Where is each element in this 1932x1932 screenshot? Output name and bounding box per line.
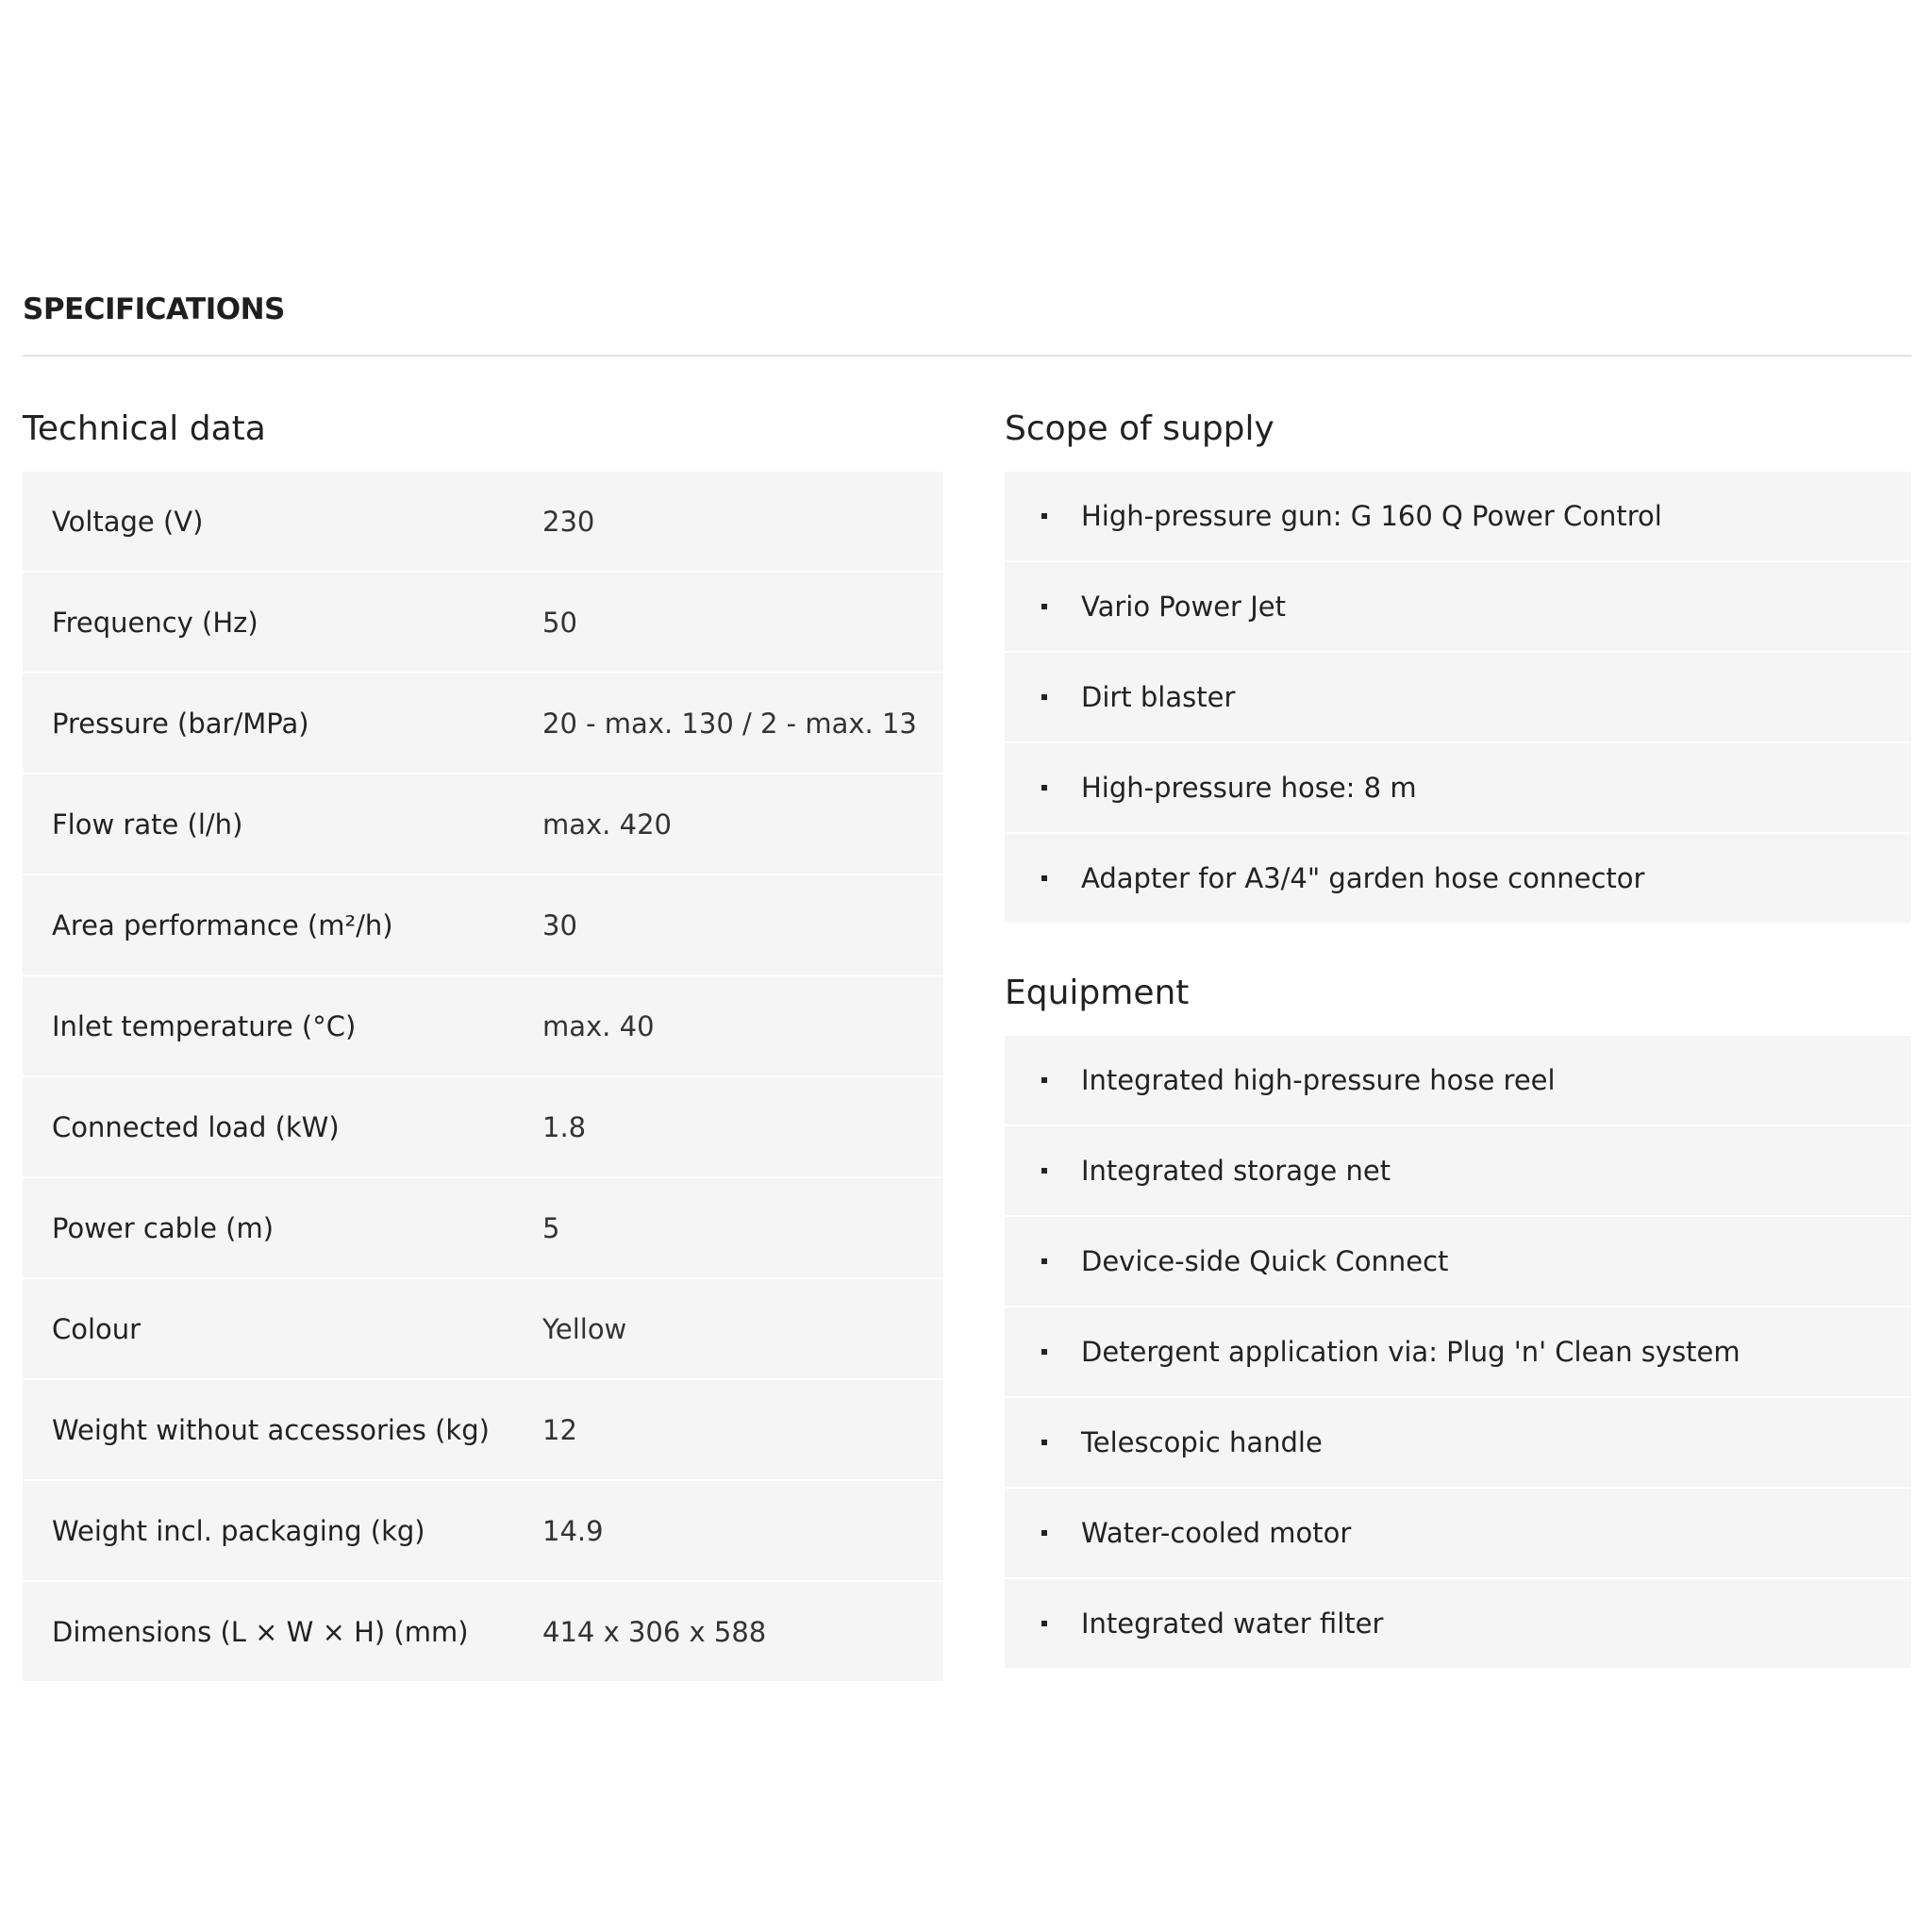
spec-value: 50 [542,573,943,674]
spec-value: max. 40 [542,976,943,1077]
spec-value: 230 [542,472,943,573]
list-item [1005,834,1911,923]
list-item-text: Integrated storage net [1081,1155,1391,1187]
equipment-heading: Equipment [1005,974,1190,1012]
table-row [23,674,943,774]
bullet-icon [1041,1440,1047,1445]
list-item [1005,1036,1911,1126]
list-item-text: High-pressure gun: G 160 Q Power Control [1081,500,1662,532]
spec-label: Connected load (kW) [23,1077,542,1178]
bullet-icon [1041,1530,1047,1536]
bullet-icon [1041,513,1047,519]
table-row [23,1178,943,1279]
equipment-list [1005,1036,1911,1668]
table-row [23,1481,943,1582]
scope-of-supply-heading: Scope of supply [1005,409,1274,448]
list-item [1005,1398,1911,1489]
spec-label: Area performance (m²/h) [23,875,542,976]
table-row [23,875,943,976]
list-item-text: Integrated water filter [1081,1607,1384,1640]
list-item [1005,1489,1911,1579]
list-item-text: High-pressure hose: 8 m [1081,772,1417,804]
bullet-icon [1041,1349,1047,1355]
table-row [23,1279,943,1380]
bullet-icon [1041,875,1047,881]
spec-value: 414 x 306 x 588 [542,1582,943,1683]
spec-label: Flow rate (l/h) [23,774,542,875]
technical-data-heading: Technical data [23,409,266,448]
section-title: SPECIFICATIONS [23,292,285,326]
bullet-icon [1041,694,1047,700]
list-item [1005,472,1911,562]
spec-value: max. 420 [542,774,943,875]
list-item-text: Detergent application via: Plug 'n' Clean system [1081,1336,1740,1368]
spec-label: Frequency (Hz) [23,573,542,674]
list-item [1005,1307,1911,1398]
table-row [23,976,943,1077]
spec-label: Inlet temperature (°C) [23,976,542,1077]
list-item-text: Integrated high-pressure hose reel [1081,1064,1556,1096]
technical-data-table [23,472,943,1683]
spec-label: Power cable (m) [23,1178,542,1279]
spec-value: 12 [542,1380,943,1481]
spec-label: Voltage (V) [23,472,542,573]
table-row [23,774,943,875]
bullet-icon [1041,1077,1047,1083]
bullet-icon [1041,604,1047,609]
spec-value: 1.8 [542,1077,943,1178]
bullet-icon [1041,1621,1047,1626]
list-item-text: Device-side Quick Connect [1081,1245,1449,1277]
spec-value: Yellow [542,1279,943,1380]
spec-label: Dimensions (L × W × H) (mm) [23,1582,542,1683]
bullet-icon [1041,1168,1047,1174]
list-item-text: Dirt blaster [1081,681,1236,713]
list-item-text: Water-cooled motor [1081,1517,1352,1549]
spec-label: Colour [23,1279,542,1380]
spec-label: Pressure (bar/MPa) [23,674,542,774]
bullet-icon [1041,1258,1047,1264]
table-row [23,1077,943,1178]
list-item [1005,653,1911,743]
list-item-text: Telescopic handle [1081,1426,1323,1458]
table-row [23,472,943,573]
spec-value: 30 [542,875,943,976]
list-item [1005,1217,1911,1307]
table-row [23,1582,943,1683]
scope-of-supply-list [1005,472,1911,923]
spec-value: 14.9 [542,1481,943,1582]
spec-label: Weight without accessories (kg) [23,1380,542,1481]
list-item [1005,1126,1911,1217]
list-item [1005,1579,1911,1668]
technical-data-column [23,406,943,1683]
spec-value: 5 [542,1178,943,1279]
supply-equipment-column [1005,406,1911,1668]
table-row [23,573,943,674]
spec-value: 20 - max. 130 / 2 - max. 13 [542,674,943,774]
list-item-text: Adapter for A3/4" garden hose connector [1081,862,1645,894]
spec-label: Weight incl. packaging (kg) [23,1481,542,1582]
list-item [1005,743,1911,834]
section-divider [23,355,1911,357]
bullet-icon [1041,785,1047,791]
table-row [23,1380,943,1481]
list-item-text: Vario Power Jet [1081,591,1286,623]
list-item [1005,562,1911,653]
